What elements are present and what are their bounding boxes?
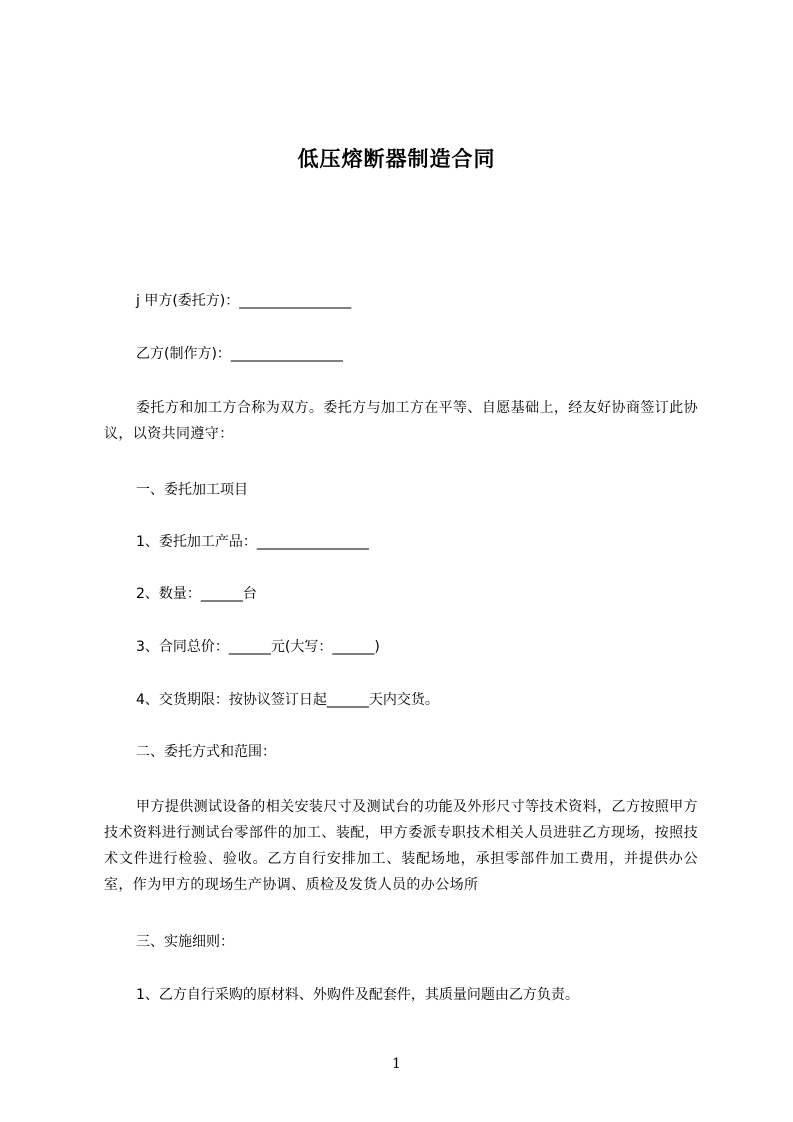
document-title: 低压熔断器制造合同 xyxy=(297,147,496,171)
item-1-3: 3、合同总价：______元(大写：______) xyxy=(136,639,380,655)
section-3-heading: 三、实施细则： xyxy=(136,934,234,950)
item-1-4: 4、交货期限：按协议签订日起______天内交货。 xyxy=(136,692,439,708)
page-number: 1 xyxy=(392,1056,401,1072)
item-3-1: 1、乙方自行采购的原材料、外购件及配套件，其质量问题由乙方负责。 xyxy=(136,987,579,1003)
party-a-line: j 甲方(委托方)：________________ xyxy=(136,293,352,309)
item-1-2: 2、数量：______台 xyxy=(136,586,257,602)
section-1-heading: 一、委托加工项目 xyxy=(136,482,248,498)
section-2-body: 甲方提供测试设备的相关安装尺寸及测试台的功能及外形尺寸等技术资料，乙方按照甲方技术资料进行测试台零部件的加工、装配，甲方委派专职技术相关人员进驻乙方现场，按照技术文件进行检验、验收。乙方自行安排加工、装配场地，承担零部件加工费用，并提供办公室，作为甲方的现场生产协调、质检及发货人员的办公场所 xyxy=(104,799,698,893)
section-2-heading: 二、委托方式和范围： xyxy=(136,744,276,760)
item-1-1: 1、委托加工产品：________________ xyxy=(136,534,369,550)
party-b-line: 乙方(制作方)：________________ xyxy=(136,346,343,362)
intro-paragraph: 委托方和加工方合称为双方。委托方与加工方在平等、自愿基础上，经友好协商签订此协议，以资共同遵守： xyxy=(104,400,698,442)
